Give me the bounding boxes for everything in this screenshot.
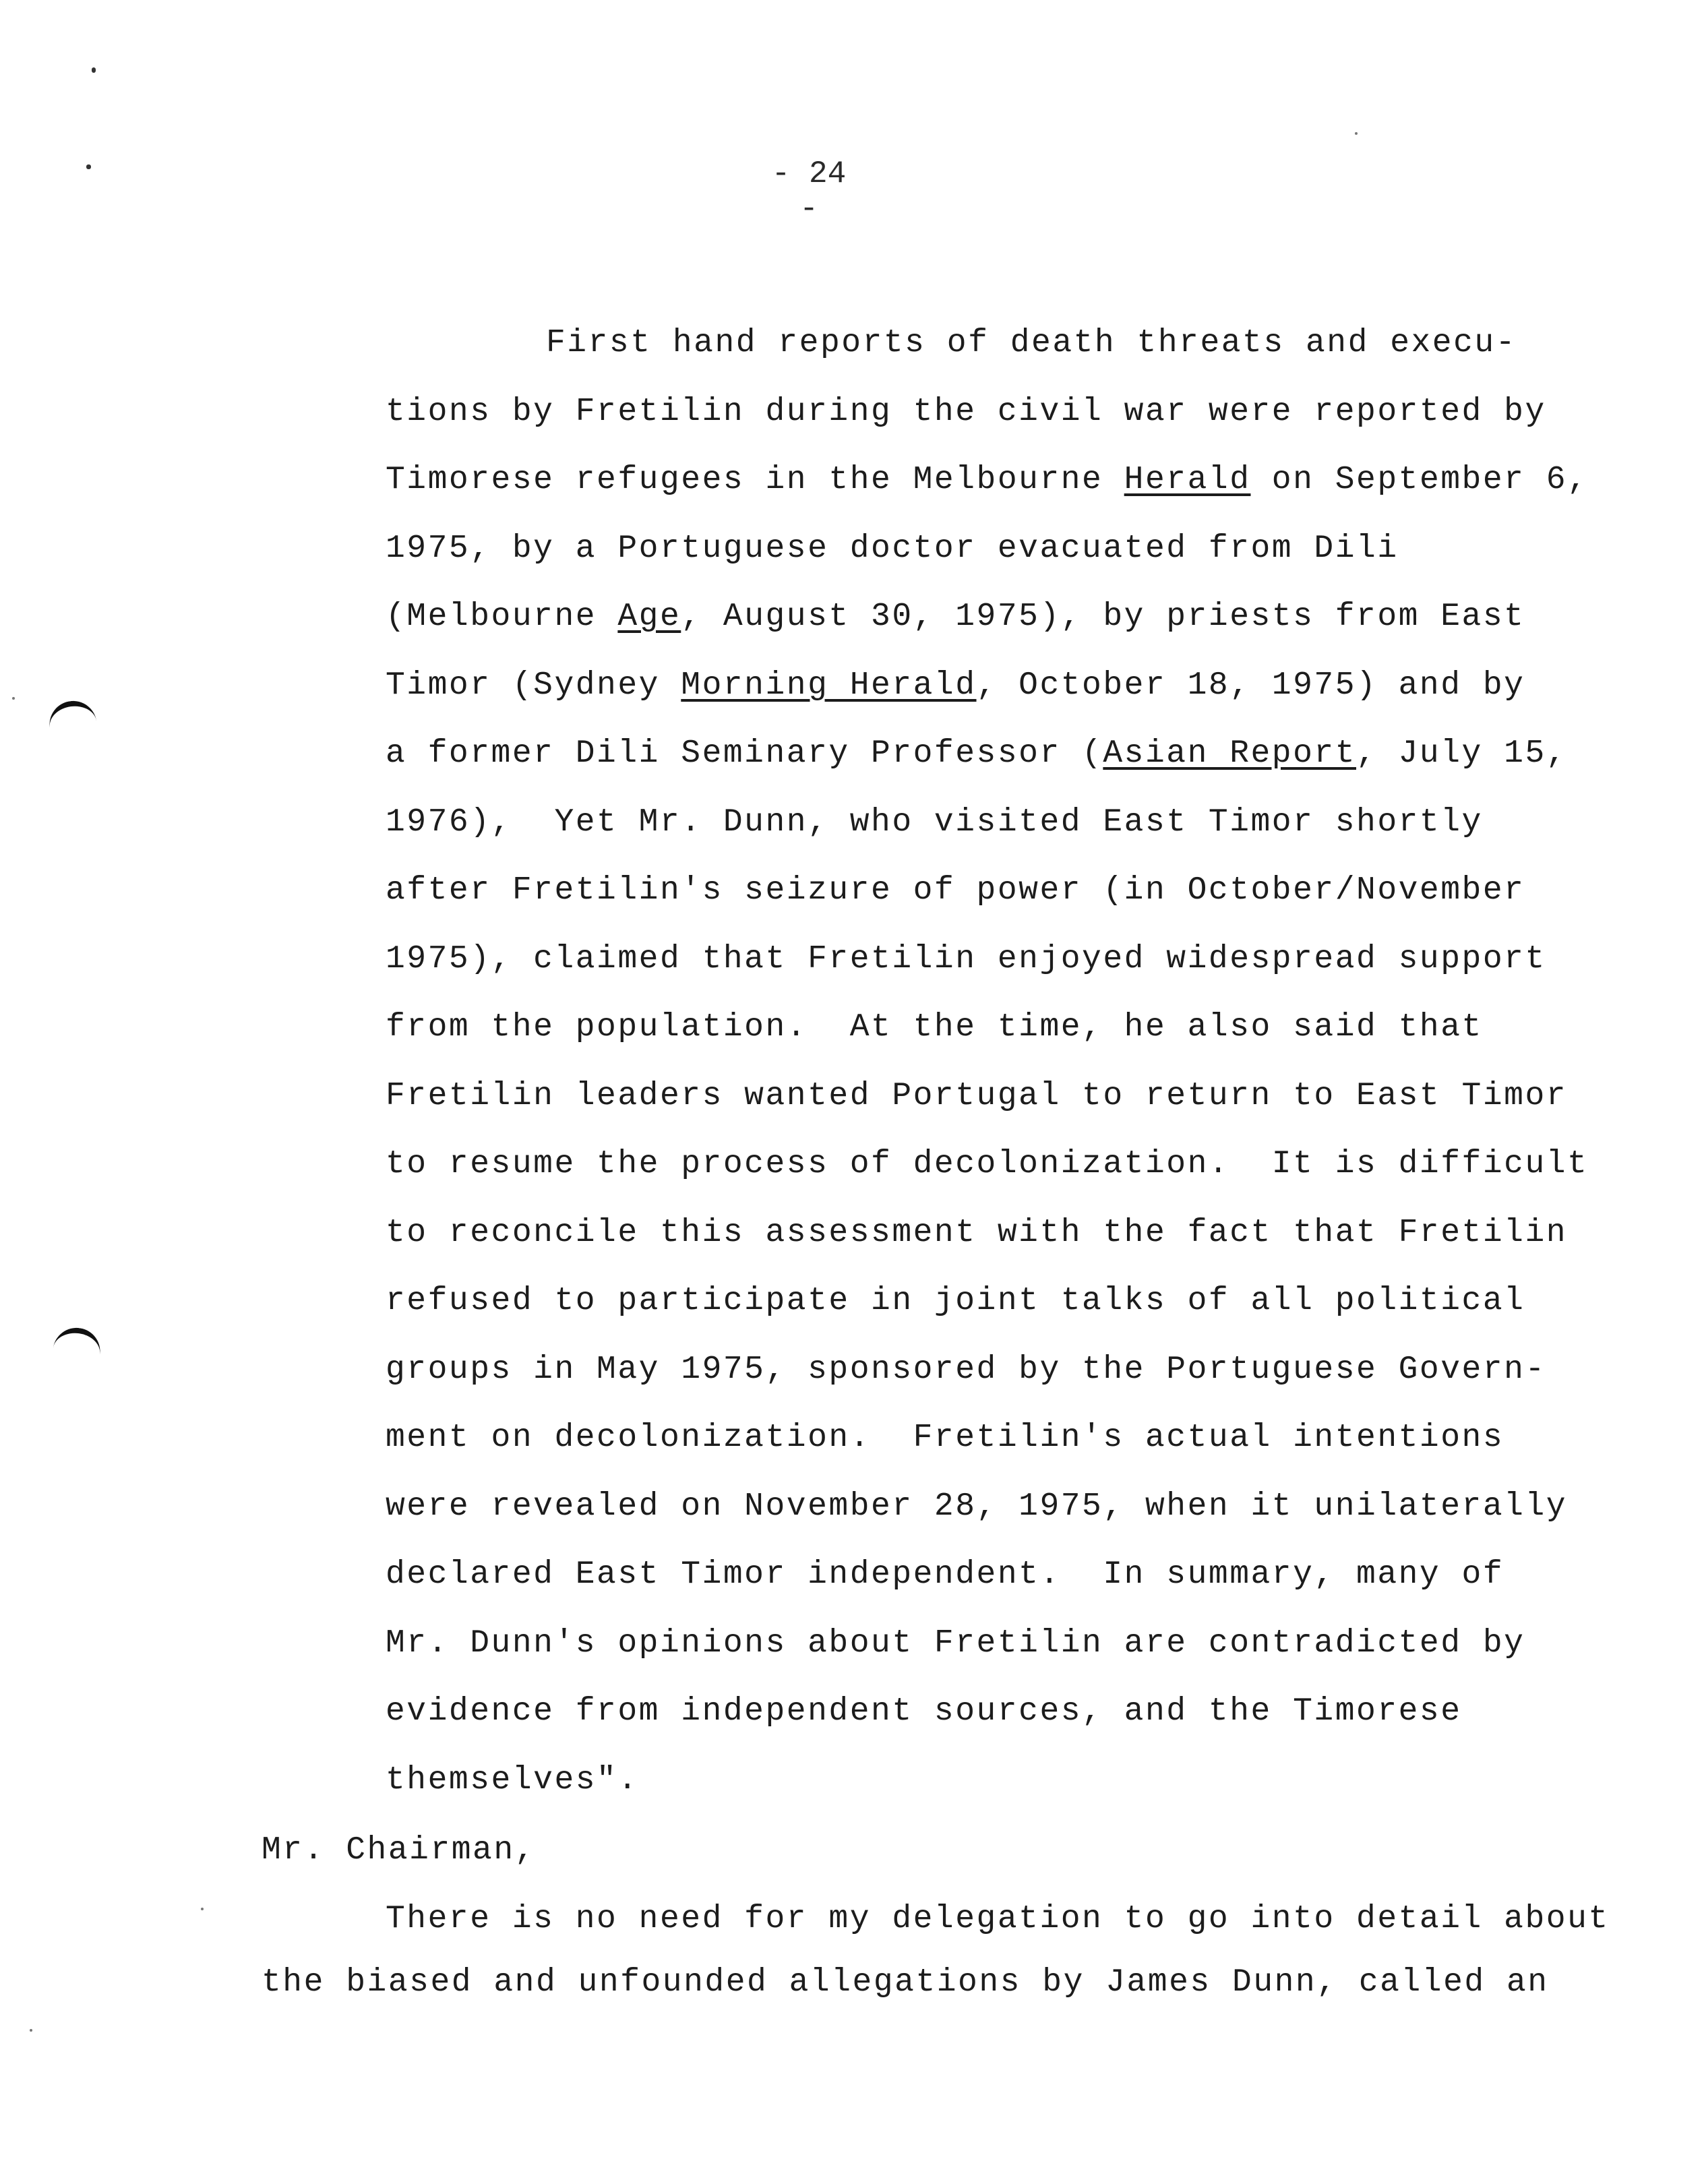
underlined-title: Asian Report [1103, 735, 1357, 772]
quote-line: groups in May 1975, sponsored by the Portuguese Govern- [386, 1352, 1546, 1388]
quote-line: after Fretilin's seizure of power (in October/November [386, 872, 1525, 909]
quote-line: 1976), Yet Mr. Dunn, who visited East Timor shortly [386, 804, 1483, 841]
quote-line: Timor (Sydney Morning Herald, October 18, 1975) and by [386, 667, 1525, 704]
quote-line: refused to participate in joint talks of all political [386, 1283, 1525, 1319]
scan-mark [92, 67, 96, 73]
scan-speck [30, 2029, 32, 2032]
quote-line: tions by Fretilin during the civil war were reported by [386, 394, 1546, 430]
scan-mark [47, 698, 98, 736]
scan-mark [52, 1325, 103, 1363]
quote-line: First hand reports of death threats and execu- [546, 325, 1517, 361]
salutation: Mr. Chairman, [262, 1832, 536, 1869]
underlined-title: Herald [1124, 462, 1251, 498]
quote-line: Mr. Dunn's opinions about Fretilin are contradicted by [386, 1625, 1525, 1662]
quote-line: were revealed on November 28, 1975, when it unilaterally [386, 1488, 1568, 1525]
paragraph-line: There is no need for my delegation to go into detail about [386, 1901, 1610, 1937]
quote-line: themselves". [386, 1762, 639, 1798]
quote-line: ment on decolonization. Fretilin's actual intentions [386, 1420, 1504, 1456]
quote-line: declared East Timor independent. In summary, many of [386, 1556, 1504, 1593]
underlined-title: Morning Herald [681, 667, 977, 704]
quote-line: to resume the process of decolonization. It is difficult [386, 1146, 1589, 1182]
scan-speck [1355, 132, 1358, 135]
quote-line: Fretilin leaders wanted Portugal to return to East Timor [386, 1078, 1568, 1114]
scan-mark [86, 164, 91, 169]
quote-line: from the population. At the time, he also said that [386, 1009, 1483, 1045]
quote-line: a former Dili Seminary Professor (Asian Report, July 15, [386, 735, 1568, 772]
quote-line: 1975), claimed that Fretilin enjoyed widespread support [386, 941, 1546, 977]
quote-line: evidence from independent sources, and the Timorese [386, 1693, 1462, 1730]
page-number: - 24 - [771, 156, 847, 226]
scan-speck [12, 697, 15, 700]
quote-line: to reconcile this assessment with the fact that Fretilin [386, 1215, 1568, 1251]
scan-speck [201, 1908, 204, 1910]
quote-line: 1975, by a Portuguese doctor evacuated from Dili [386, 530, 1399, 567]
quote-line: Timorese refugees in the Melbourne Herald on September 6, [386, 462, 1589, 498]
underlined-title: Age [617, 599, 681, 635]
paragraph-line: the biased and unfounded allegations by James Dunn, called an [262, 1964, 1549, 2001]
quote-line: (Melbourne Age, August 30, 1975), by priests from East [386, 599, 1525, 635]
